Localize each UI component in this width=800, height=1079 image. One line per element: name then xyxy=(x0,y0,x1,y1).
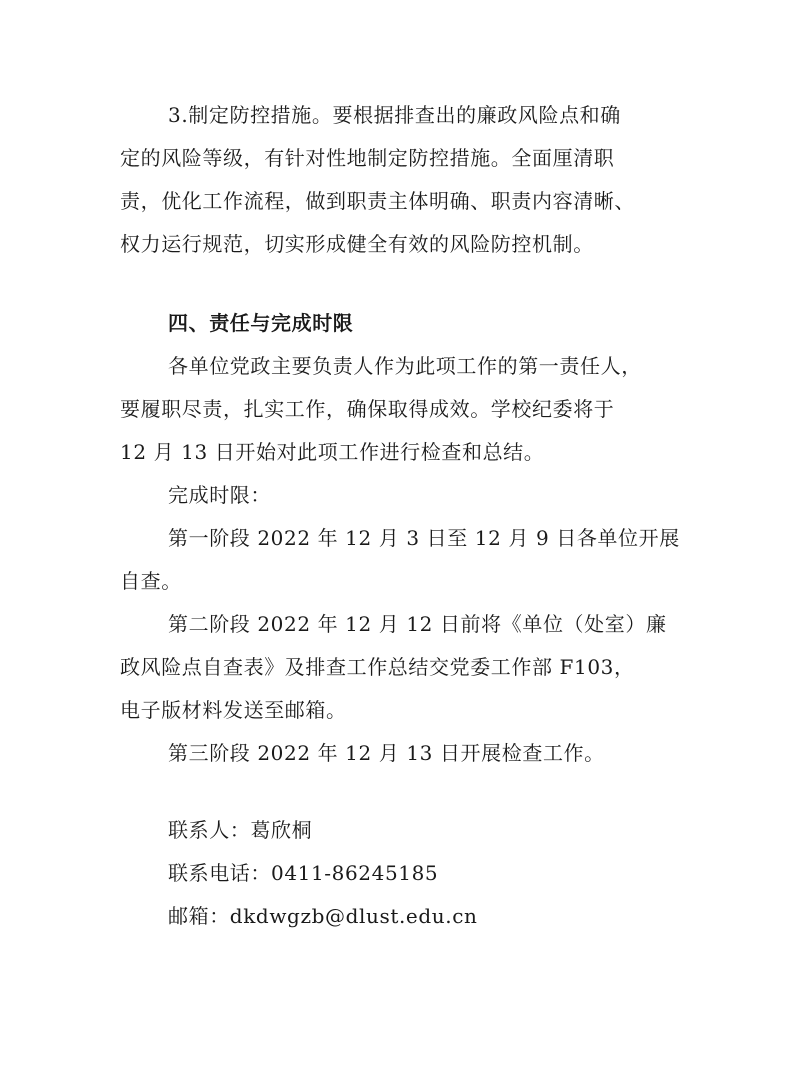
section4-heading: 四、责任与完成时限 xyxy=(168,311,354,335)
section3-line: 3.制定防控措施。要根据排查出的廉政风险点和确 xyxy=(168,103,621,127)
section3-line: 定的风险等级，有针对性地制定防控措施。全面厘清职 xyxy=(120,146,615,170)
stage1-line: 第一阶段 2022 年 12 月 3 日至 12 月 9 日各单位开展 xyxy=(168,526,680,550)
contact-email: 邮箱：dkdwgzb@dlust.edu.cn xyxy=(168,904,478,928)
stage3-line: 第三阶段 2022 年 12 月 13 日开展检查工作。 xyxy=(168,741,605,765)
stage2-line: 政风险点自查表》及排查工作总结交党委工作部 F103， xyxy=(120,655,635,679)
contact-person: 联系人：葛欣桐 xyxy=(168,818,313,842)
section3-paragraph xyxy=(120,94,686,266)
stage2-line: 第二阶段 2022 年 12 月 12 日前将《单位（处室）廉 xyxy=(168,612,667,636)
section4 xyxy=(120,302,686,775)
stage1-line: 自查。 xyxy=(120,569,182,593)
stage2-line: 电子版材料发送至邮箱。 xyxy=(120,698,347,722)
section4-intro-line: 12 月 13 日开始对此项工作进行检查和总结。 xyxy=(120,440,545,464)
contact-phone: 联系电话：0411-86245185 xyxy=(168,861,439,885)
section4-intro-line: 要履职尽责，扎实工作，确保取得成效。学校纪委将于 xyxy=(120,397,615,421)
section3-line: 权力运行规范，切实形成健全有效的风险防控机制。 xyxy=(120,232,594,256)
contact-block xyxy=(120,809,686,938)
section3-line: 责，优化工作流程，做到职责主体明确、职责内容清晰、 xyxy=(120,189,635,213)
section4-intro-line: 各单位党政主要负责人作为此项工作的第一责任人， xyxy=(168,354,642,378)
deadline-label: 完成时限： xyxy=(168,483,271,507)
